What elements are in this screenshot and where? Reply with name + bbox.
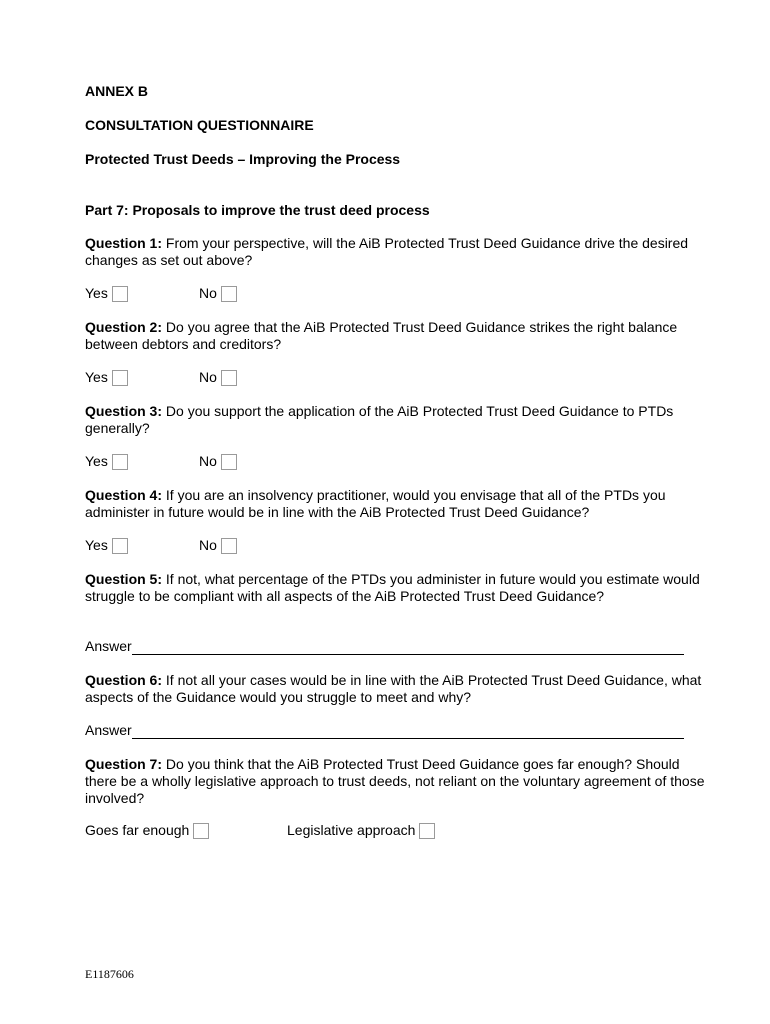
question-2-label: Question 2: — [85, 319, 163, 335]
q3-no-option[interactable] — [199, 453, 237, 470]
q1-no-option[interactable] — [199, 285, 237, 302]
q5-answer-field[interactable] — [85, 638, 684, 655]
question-6-text: If not all your cases would be in line with the AiB Protected Trust Deed Guidance, what aspects of the Guidance would you struggle to meet and why? — [85, 672, 702, 705]
question-6-label: Question 6: — [85, 672, 163, 688]
q1-yes-label: Yes — [85, 285, 108, 301]
question-7 — [85, 756, 715, 807]
q4-no-option[interactable] — [199, 537, 237, 554]
q2-yes-checkbox[interactable] — [112, 370, 128, 386]
q2-no-checkbox[interactable] — [221, 370, 237, 386]
question-3-text: Do you support the application of the AiB Protected Trust Deed Guidance to PTDs generally? — [85, 403, 674, 436]
question-2-text: Do you agree that the AiB Protected Trust Deed Guidance strikes the right balance between debtors and creditors? — [85, 319, 678, 352]
q3-no-checkbox[interactable] — [221, 454, 237, 470]
question-6 — [85, 672, 715, 706]
question-5-text: If not, what percentage of the PTDs you administer in future would you estimate would struggle to be compliant with all aspects of the AiB Protected Trust Deed Guidance? — [85, 571, 700, 604]
q7-far-enough-checkbox[interactable] — [193, 823, 209, 839]
question-3-label: Question 3: — [85, 403, 163, 419]
q4-yes-label: Yes — [85, 537, 108, 553]
q1-no-label: No — [199, 285, 217, 301]
q1-yes-option[interactable] — [85, 285, 128, 302]
annex-heading: ANNEX B — [85, 83, 149, 99]
part-heading: Part 7: Proposals to improve the trust deed process — [85, 202, 430, 218]
q2-no-option[interactable] — [199, 369, 237, 386]
q2-no-label: No — [199, 369, 217, 385]
question-3 — [85, 403, 715, 437]
q2-yes-option[interactable] — [85, 369, 128, 386]
q4-no-label: No — [199, 537, 217, 553]
question-1 — [85, 235, 715, 269]
q4-no-checkbox[interactable] — [221, 538, 237, 554]
q6-answer-line[interactable] — [132, 723, 684, 739]
question-1-label: Question 1: — [85, 235, 163, 251]
footer-document-code: E1187606 — [85, 967, 134, 981]
q1-no-checkbox[interactable] — [221, 286, 237, 302]
question-4 — [85, 487, 715, 521]
q4-yes-checkbox[interactable] — [112, 538, 128, 554]
q3-yes-checkbox[interactable] — [112, 454, 128, 470]
question-4-label: Question 4: — [85, 487, 163, 503]
q7-legislative-label: Legislative approach — [287, 822, 416, 838]
q6-answer-label: Answer — [85, 722, 132, 738]
document-subtitle: Protected Trust Deeds – Improving the Process — [85, 151, 401, 167]
question-7-label: Question 7: — [85, 756, 163, 772]
q3-yes-label: Yes — [85, 453, 108, 469]
q7-legislative-checkbox[interactable] — [419, 823, 435, 839]
q7-far-enough-option[interactable] — [85, 822, 209, 839]
q3-yes-option[interactable] — [85, 453, 128, 470]
q7-far-enough-label: Goes far enough — [85, 822, 190, 838]
question-4-text: If you are an insolvency practitioner, would you envisage that all of the PTDs you administer in future would be in line with the AiB Protected Trust Deed Guidance? — [85, 487, 666, 520]
q1-yes-checkbox[interactable] — [112, 286, 128, 302]
q4-yes-option[interactable] — [85, 537, 128, 554]
question-5-label: Question 5: — [85, 571, 163, 587]
q5-answer-label: Answer — [85, 638, 132, 654]
question-7-text: Do you think that the AiB Protected Trust Deed Guidance goes far enough? Should there be a wholly legislative approach to trust deeds, not reliant on the voluntary agreement of those involved? — [85, 756, 705, 806]
q2-yes-label: Yes — [85, 369, 108, 385]
q6-answer-field[interactable] — [85, 722, 684, 739]
question-1-text: From your perspective, will the AiB Protected Trust Deed Guidance drive the desired changes as set out above? — [85, 235, 689, 268]
q3-no-label: No — [199, 453, 217, 469]
q7-legislative-option[interactable] — [287, 822, 435, 839]
q5-answer-line[interactable] — [132, 639, 684, 655]
question-5 — [85, 571, 715, 605]
document-title: CONSULTATION QUESTIONNAIRE — [85, 117, 314, 133]
question-2 — [85, 319, 715, 353]
